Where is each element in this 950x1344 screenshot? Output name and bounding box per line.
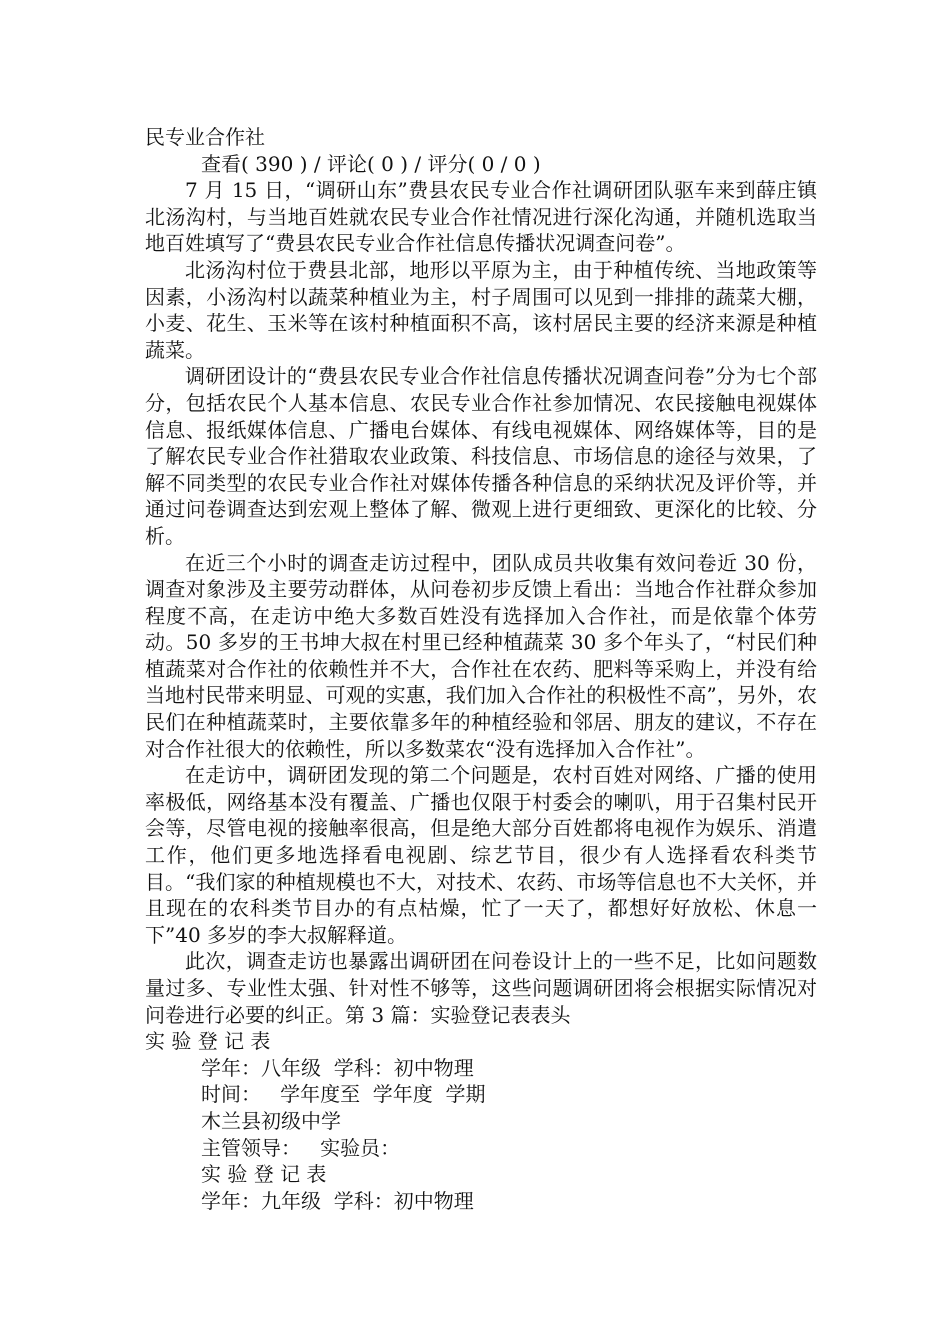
form-year-subject-2: 学年：九年级 学科：初中物理 — [201, 1188, 474, 1213]
heading-tail: 民专业合作社 — [145, 125, 265, 149]
form-title-1: 实 验 登 记 表 — [145, 1029, 271, 1054]
paragraph-shortcomings: 此次，调查走访也暴露出调研团在问卷设计上的一些不足，比如问题数量过多、专业性太强、针对性不够等，这些问题调研团将会根据实际情况对问卷进行必要的纠正。第 3 篇：实验登记表表头 — [145, 949, 817, 1027]
paragraph-media-usage: 在走访中，调研团发现的第二个问题是，农村百姓对网络、广播的使用率极低，网络基本没有覆盖、广播也仅限于村委会的喇叭，用于召集村民开会等，尽管电视的接触率很高，但是绝大部分百姓都将电视作为娱乐、消遣工作，他们更多地选择看电视剧、综艺节目，很少有人选择看农科类节目。“我们家的种植规模也不大，对技术、农药、市场等信息也不大关怀，并且现在的农科类节目办的有点枯燥，忙了一天了，都想好好放松、休息一下”40 多岁的李大叔解释道。 — [145, 763, 817, 947]
form-title-2: 实 验 登 记 表 — [201, 1162, 327, 1187]
document-page — [145, 124, 817, 1214]
paragraph-survey-findings: 在近三个小时的调查走访过程中，团队成员共收集有效问卷近 30 份，调查对象涉及主要劳动群体，从问卷初步反馈上看出：当地合作社群众参加程度不高，在走访中绝大多数百姓没有选择加入合作社，而是依靠个体劳动。50 多岁的王书坤大叔在村里已经种植蔬菜 30 多个年头了，“村民们种植蔬菜对合作社的依赖性并不大，合作社在农药、肥料等采购上，并没有给当地村民带来明显、可观的实惠，我们加入合作社的积极性不高”，另外，农民们在种植蔬菜时，主要依靠多年的种植经验和邻居、朋友的建议，不存在对合作社很大的依赖性，所以多数菜农“没有选择加入合作社”。 — [145, 550, 817, 761]
form-year-subject-1: 学年：八年级 学科：初中物理 — [201, 1055, 474, 1080]
form-time: 时间： 学年度至 学年度 学期 — [201, 1082, 486, 1107]
paragraph-visit-intro: 7 月 15 日，“调研山东”费县农民专业合作社调研团队驱车来到薛庄镇北汤沟村，与当地百姓就农民专业合作社情况进行深化沟通，并随机选取当地百姓填写了“费县农民专业合作社信息传播状况调查问卷”。 — [145, 178, 817, 256]
form-supervisor: 主管领导： 实验员： — [201, 1135, 401, 1160]
paragraph-village-description: 北汤沟村位于费县北部，地形以平原为主，由于种植传统、当地政策等因素，小汤沟村以蔬菜种植业为主，村子周围可以见到一排排的蔬菜大棚，小麦、花生、玉米等在该村种植面积不高，该村居民主要的经济来源是种植蔬菜。 — [145, 257, 817, 362]
form-school: 木兰县初级中学 — [201, 1108, 341, 1133]
paragraph-questionnaire-design: 调研团设计的“费县农民专业合作社信息传播状况调查问卷”分为七个部分，包括农民个人基本信息、农民专业合作社参加情况、农民接触电视媒体信息、报纸媒体信息、广播电台媒体、有线电视媒体、网络媒体等，目的是了解农民专业合作社猎取农业政策、科技信息、市场信息的途径与效果，了解不同类型的农民专业合作社对媒体传播各种信息的采纳状况及评价等，并通过问卷调查达到宏观上整体了解、微观上进行更细致、更深化的比较、分析。 — [145, 364, 817, 548]
view-comment-rating-stats: 查看( 390 ) / 评论( 0 ) / 评分( 0 / 0 ) — [201, 151, 541, 176]
